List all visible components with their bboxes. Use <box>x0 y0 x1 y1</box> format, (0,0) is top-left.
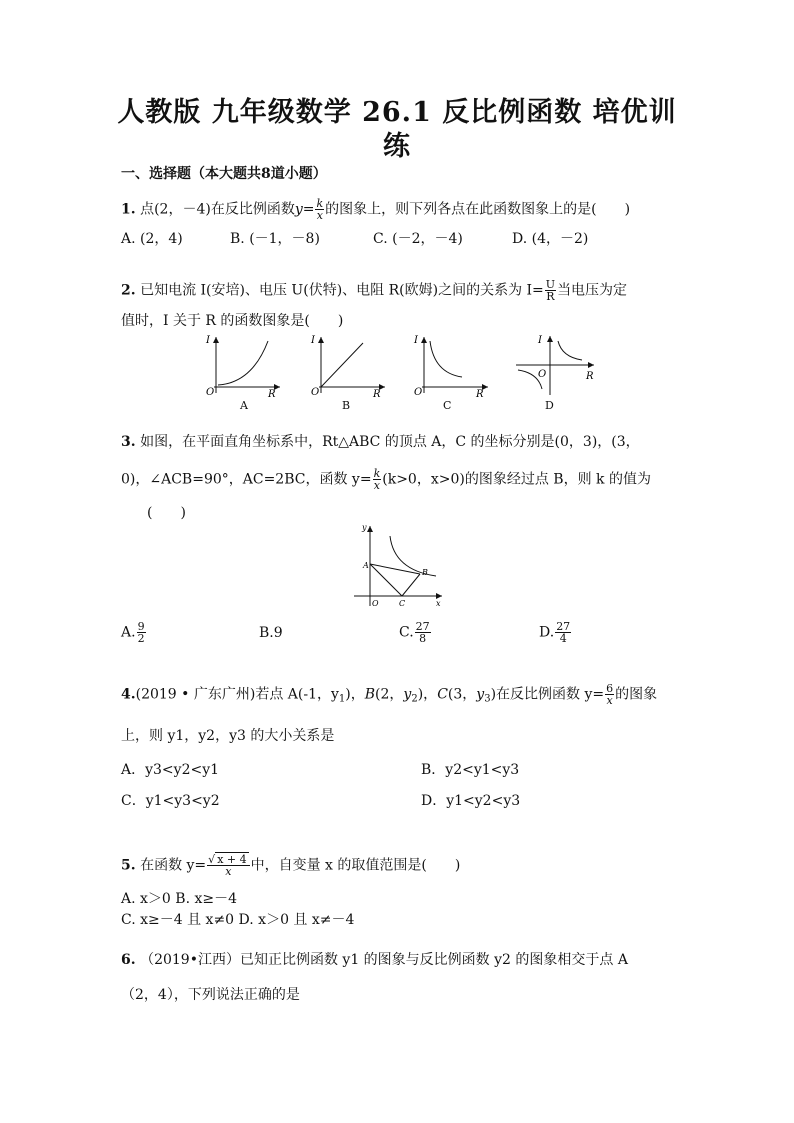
svg-text:O: O <box>538 369 547 380</box>
q1-option-d: D. (4，－2) <box>512 231 589 247</box>
q3-fraction: $\frac{k}{x}$ <box>373 467 381 492</box>
q4-number: 4. <box>121 686 136 703</box>
svg-text:B: B <box>422 568 428 577</box>
q2-caption-c: C <box>443 399 452 412</box>
q2-graph-d <box>512 333 598 397</box>
q2-fraction: $\frac{U}{R}$ <box>545 278 556 303</box>
q5-text-post: 中，自变量 x 的取值范围是( ) <box>250 857 461 874</box>
q1-option-b: B. (－1，－8) <box>230 231 320 247</box>
q3-line-3: ( ) <box>147 505 186 521</box>
q4-option-a: A．y3<y2<y1 <box>121 762 220 778</box>
svg-text:I: I <box>538 335 542 346</box>
q1-text-post: 的图象上，则下列各点在此函数图象上的是( ) <box>325 201 631 218</box>
q5-options-cd <box>121 910 354 930</box>
page-title <box>110 96 684 164</box>
title-line-1: 人教版 九年级数学 26.1 反比例函数 培优训 <box>117 97 677 128</box>
q5-number: 5. <box>121 857 136 874</box>
question-1: 1. 点(2，－4)在反比例函数y= $\frac{k}{x}$ 的图象上，则下列各点在此函数图象上的是( ) <box>121 197 631 222</box>
q5-text-pre: 在函数 y= <box>140 857 207 874</box>
q2-caption-b: B <box>342 399 351 412</box>
q1-option-a: A. (2，4) <box>121 231 183 247</box>
q4-line-1-post: )在反比例函数 y= <box>490 686 605 703</box>
q3-option-c-fraction: $\frac{27}{8}$ <box>415 620 430 645</box>
svg-text:x: x <box>436 599 441 608</box>
question-6 <box>121 950 628 970</box>
q3-option-a: A. $\frac{9}{2}$ <box>121 620 145 645</box>
q6-number: 6. <box>121 952 136 968</box>
q3-number: 3. <box>121 434 136 450</box>
q4-fraction: $\frac{6}{x}$ <box>606 682 614 707</box>
svg-text:I: I <box>206 335 210 346</box>
q4-line-1-tail: 的图象 <box>615 686 658 703</box>
q5-options-ab <box>121 889 237 909</box>
q3-option-b: B.9 <box>259 625 283 641</box>
svg-text:I: I <box>414 335 418 346</box>
q5-option-c: C. x≥－4 且 x≠0 <box>121 912 235 928</box>
q4-option-c: C．y1<y3<y2 <box>121 793 220 809</box>
svg-text:O: O <box>372 599 379 608</box>
q6-line-1: （2019•江西）已知正比例函数 y1 的图象与反比例函数 y2 的图象相交于点 A <box>140 952 628 968</box>
q1-text-pre: 点(2，－4)在反比例函数 <box>140 201 295 218</box>
q2-number: 2. <box>121 282 136 299</box>
q4-option-d: D．y1<y2<y3 <box>421 793 521 809</box>
question-2 <box>121 279 627 302</box>
q6-line-2: （2，4），下列说法正确的是 <box>121 987 300 1003</box>
q2-text-post: 当电压为定 <box>557 282 628 299</box>
svg-text:R: R <box>373 389 381 397</box>
q3-line-2-pre: 0)，∠ACB=90°，AC=2BC，函数 y= <box>121 471 372 488</box>
title-line-2: 练 <box>383 131 411 162</box>
svg-text:R: R <box>476 389 484 397</box>
q2-graph-c <box>410 333 492 397</box>
q1-option-c: C. (－2，－4) <box>373 231 463 247</box>
question-3 <box>121 432 640 452</box>
q3-figure <box>350 522 450 608</box>
svg-text:O: O <box>206 387 215 397</box>
svg-text:R: R <box>586 371 594 382</box>
q3-line-2 <box>121 468 651 491</box>
q2-graph-a <box>202 333 284 397</box>
svg-text:I: I <box>311 335 315 346</box>
svg-text:O: O <box>414 387 423 397</box>
q2-graph-b <box>307 333 389 397</box>
svg-text:A: A <box>363 561 369 570</box>
svg-text:y: y <box>362 523 367 532</box>
question-4: 4.(2019 • 广东广州)若点 A(-1，$y_1$)，B(2，$y_2$)，C(3，$y_3$)在反比例函数 y= $\frac{6}{x}$ 的图象 <box>121 682 658 707</box>
q3-option-a-fraction: $\frac{9}{2}$ <box>137 620 145 645</box>
q5-option-b: B. x≥－4 <box>175 891 238 907</box>
q1-fraction: $\frac{k}{x}$ <box>316 197 324 222</box>
q3-line-2-post: (k>0，x>0)的图象经过点 B，则 k 的值为 <box>382 471 651 488</box>
q4-line-2: 上，则 y1，y2，y3 的大小关系是 <box>121 728 335 744</box>
q5-fraction: $\frac{√ x + 4}{x}$ <box>207 854 249 877</box>
q2-caption-a: A <box>240 399 248 412</box>
q5-option-d: D. x＞0 且 x≠－4 <box>238 912 355 928</box>
q2-line-2: 值时，I 关于 R 的函数图象是( ) <box>121 313 344 329</box>
q3-option-d: D. $\frac{27}{4}$ <box>539 620 571 645</box>
q5-option-a: A. x＞0 <box>121 891 171 907</box>
q4-line-1-pre: (2019 • 广东广州)若点 A(-1，y <box>135 686 339 703</box>
svg-text:R: R <box>268 389 276 397</box>
q2-caption-d: D <box>545 399 554 412</box>
q4-option-b: B．y2<y1<y3 <box>421 762 520 778</box>
q3-option-d-fraction: $\frac{27}{4}$ <box>556 620 571 645</box>
svg-text:C: C <box>399 599 406 608</box>
q3-line-1: 如图，在平面直角坐标系中，Rt△ABC 的顶点 A，C 的坐标分别是(0，3)，(3， <box>140 434 640 450</box>
q3-option-c: C. $\frac{27}{8}$ <box>399 620 430 645</box>
q1-number: 1. <box>121 201 136 218</box>
svg-text:O: O <box>311 387 320 397</box>
q2-text-pre: 已知电流 I(安培)、电压 U(伏特)、电阻 R(欧姆)之间的关系为 I= <box>140 282 544 299</box>
section-heading: 一、选择题（本大题共8道小题） <box>121 166 327 182</box>
question-5 <box>121 854 460 877</box>
